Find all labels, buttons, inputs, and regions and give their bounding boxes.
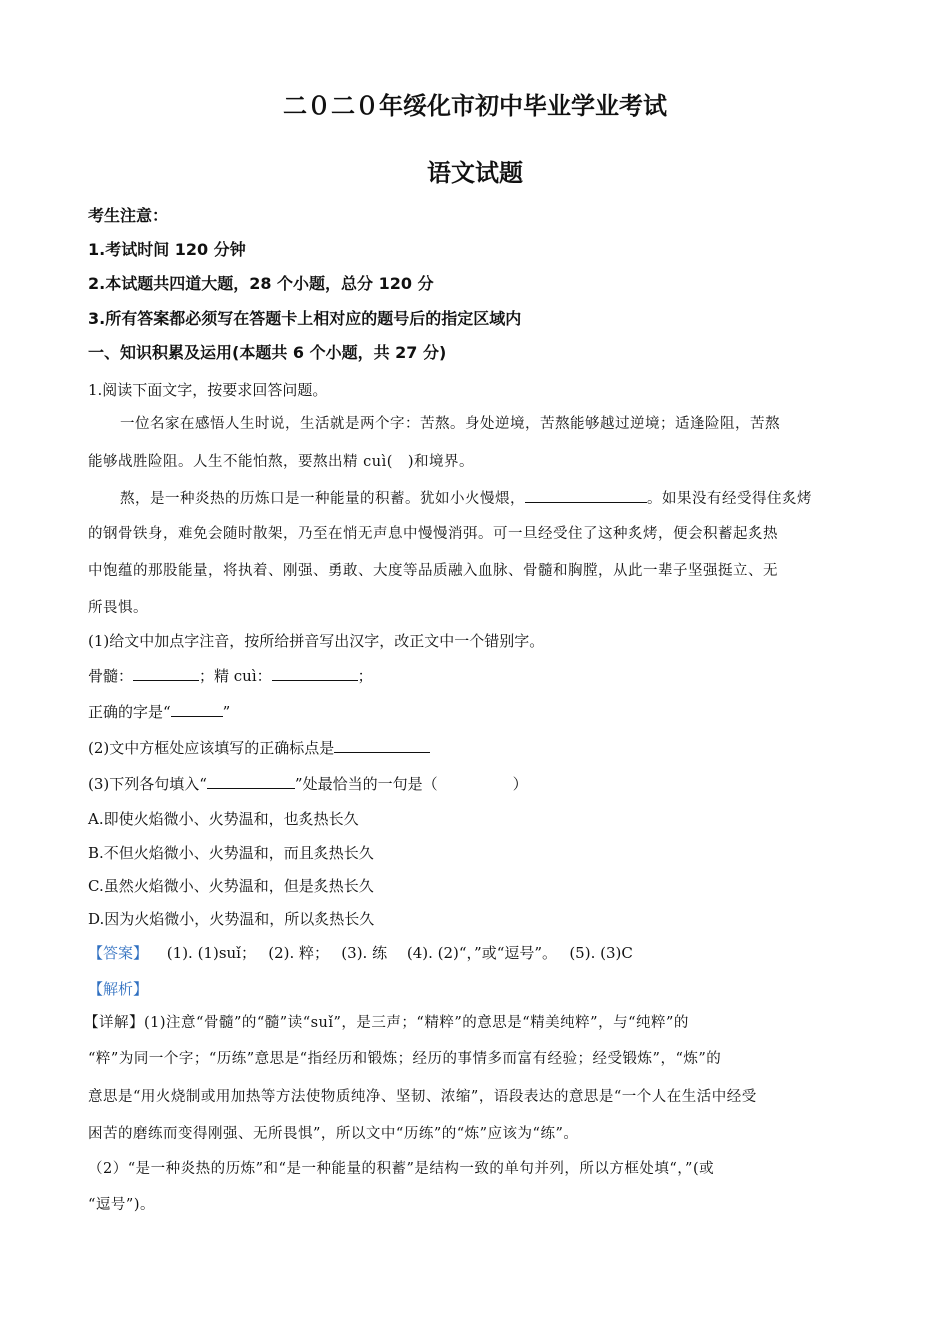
answer-blank[interactable] [272,665,358,681]
passage-line-5: 中饱蕴的那股能量，将执着、刚强、勇敢、大度等品质融入血脉、骨髓和胸膛，从此一辈子坚强挺立、无 [88,563,778,579]
passage-line-1: 一位名家在感悟人生时说，生活就是两个字：苦熬。身处逆境，苦熬能够越过逆境；适逢险阻，苦熬 [120,416,780,432]
analysis-line-2: “粹”为同一个字；“历练”意思是“指经历和锻炼；经历的事情多而富有经验；经受锻炼”，“炼”的 [88,1051,722,1067]
option-b: B.不但火焰微小、火势温和，而且炙热长久 [88,844,374,862]
fill-end: ； [357,667,373,685]
fill-label-b: ；精 cuì： [199,667,272,685]
answer-blank[interactable] [133,665,199,681]
question-stem: 1.阅读下面文字，按要求回答问题。 [88,381,328,399]
section-heading: 一、知识积累及运用(本题共 6 个小题，共 27 分) [88,343,447,362]
answer-text: (1). (1)suǐ； (2). 粹； (3). 练 (4). (2)“，”或“逗号”。 (5). (3)C [166,944,633,962]
analysis-line-6: “逗号”)。 [88,1197,155,1213]
option-d: D.因为火焰微小，火势温和，所以炙热长久 [88,910,375,928]
fill-line [88,665,373,686]
notice-item-1: 1.考试时间 120 分钟 [88,240,246,259]
answer-blank[interactable] [334,737,430,753]
fill-label-a: 骨髓： [88,667,134,685]
sub-question-3-pre: (3)下列各句填入“ [88,775,207,793]
exam-subtitle: 语文试题 [427,159,523,187]
analysis-line-4: 困苦的磨练而变得刚强、无所畏惧”，所以文中“历练”的“炼”应该为“练”。 [88,1126,579,1142]
sub-question-3-post: ”处最恰当的一句是（ ） [294,775,528,793]
analysis-line-3: 意思是“用火烧制或用加热等方法使物质纯净、坚韧、浓缩”，语段表达的意思是“一个人在生活中经受 [88,1089,757,1105]
answer-blank[interactable] [207,773,295,789]
passage-line-3 [120,487,812,509]
sub-question-2-text: (2)文中方框处应该填写的正确标点是 [88,739,335,757]
correct-char-line [88,701,230,722]
answer-blank[interactable] [171,701,223,717]
analysis-line-1: 【详解】(1)注意“骨髓”的“髓”读“suǐ”，是三声；“精粹”的意思是“精美纯粹”，与“纯粹”的 [84,1015,689,1031]
passage-line-4: 的钢骨铁身，难免会随时散架，乃至在悄无声息中慢慢消弭。可一旦经受住了这种炙烤，便会积蓄起炙热 [88,526,778,542]
option-a: A.即使火焰微小、火势温和，也炙热长久 [88,810,359,828]
sub-question-3 [88,773,528,794]
correct-char-label: 正确的字是“ [88,703,171,721]
notice-item-2: 2.本试题共四道大题，28 个小题，总分 120 分 [88,274,434,293]
passage-line-3-end: 。如果没有经受得住炙烤 [647,491,812,507]
answer-blank[interactable] [525,487,647,503]
answer-line [88,943,633,963]
correct-char-close: ” [222,703,231,721]
passage-line-2: 能够战胜险阻。人生不能怕熬，要熬出精 cuì( )和境界。 [88,454,475,470]
notice-item-3: 3.所有答案都必须写在答题卡上相对应的题号后的指定区域内 [88,309,522,328]
passage-line-6: 所畏惧。 [88,600,148,616]
exam-title: 二０二０年绥化市初中毕业学业考试 [283,92,667,120]
sub-question-2 [88,737,430,758]
analysis-line-5: （2）“是一种炎热的历炼”和“是一种能量的积蓄”是结构一致的单句并列，所以方框处填“，”(或 [88,1161,715,1177]
sub-question-1: (1)给文中加点字注音，按所给拼音写出汉字，改正文中一个错别字。 [88,632,545,650]
notice-heading: 考生注意： [88,206,169,225]
option-c: C.虽然火焰微小、火势温和，但是炙热长久 [88,877,374,895]
passage-line-3-text: 熬，是一种炎热的历炼口是一种能量的积蓄。犹如小火慢煨， [120,491,525,507]
answer-label: 【答案】 [88,944,149,962]
analysis-label: 【解析】 [88,980,149,998]
